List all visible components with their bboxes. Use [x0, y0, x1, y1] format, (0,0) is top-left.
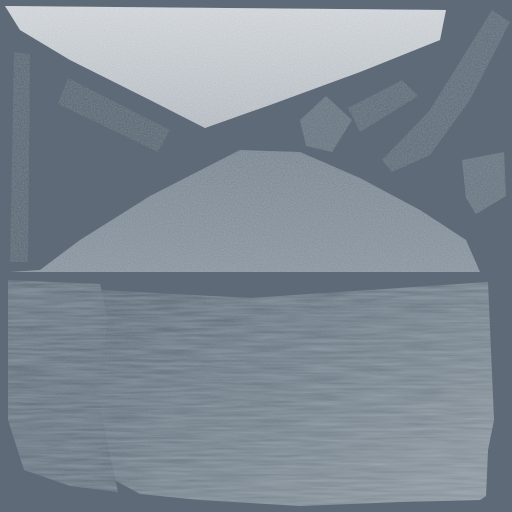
- large-bottom-island: [88, 282, 494, 506]
